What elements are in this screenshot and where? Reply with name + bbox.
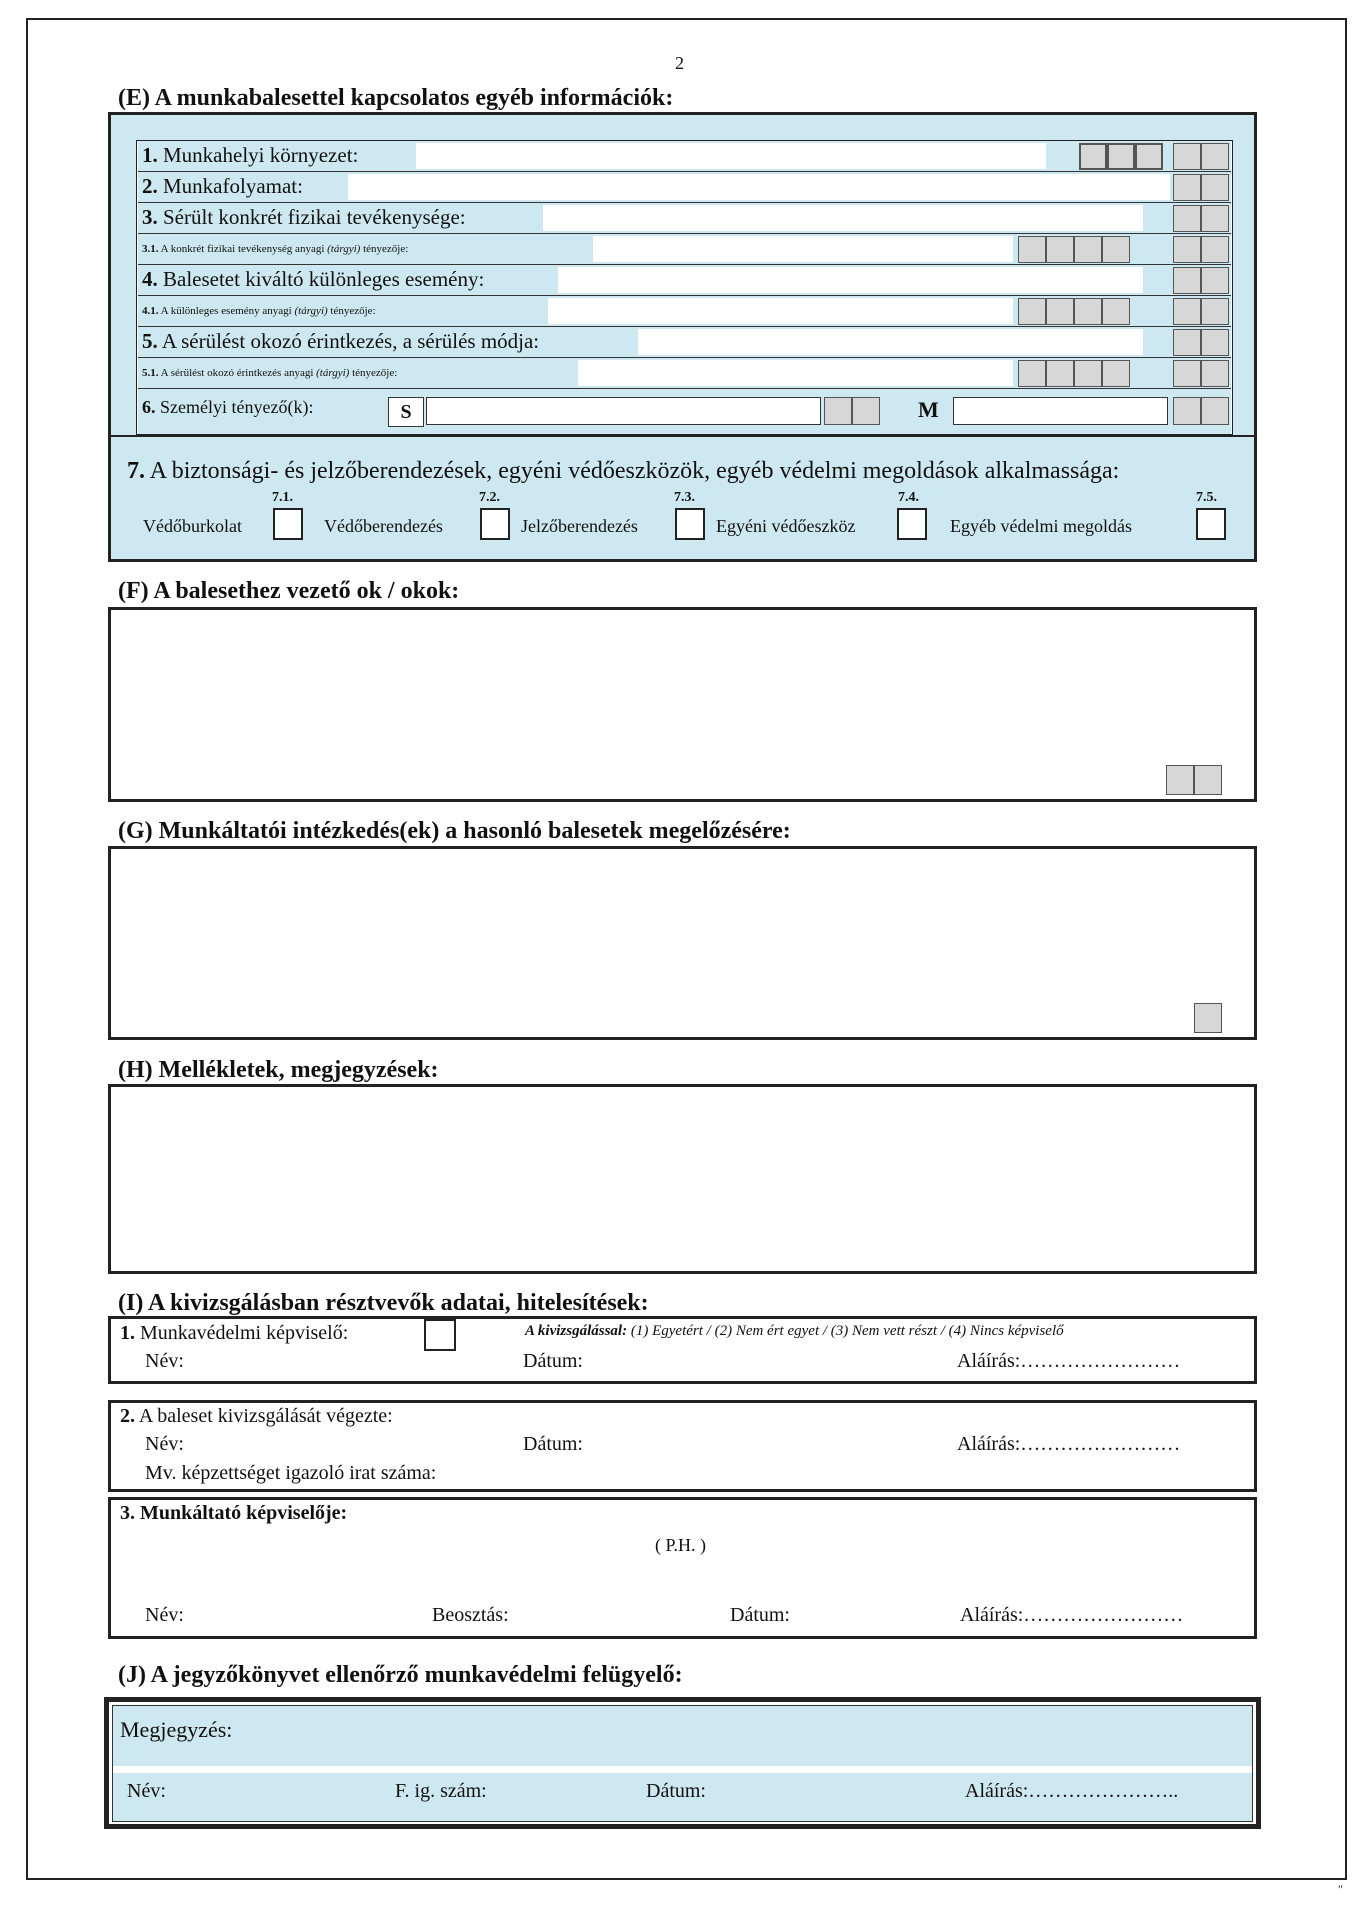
code-cell[interactable] [1201, 143, 1229, 170]
work-environment-input[interactable] [416, 143, 1046, 169]
participant-3-position: Beosztás: [432, 1604, 509, 1626]
m-input[interactable] [953, 397, 1168, 425]
code-cell[interactable] [1102, 360, 1130, 387]
section-j-title: (J) A jegyzőkönyvet ellenőrző munkavédelmi felügyelő: [118, 1662, 683, 1688]
code-7-5: 7.5. [1196, 490, 1217, 505]
code-7-2: 7.2. [479, 490, 500, 505]
s-input[interactable] [426, 397, 821, 425]
participant-1-name: Név: [145, 1350, 184, 1372]
row-event-material-factor: 4.1. A különleges esemény anyagi (tárgyi) tényezője: [138, 296, 1231, 327]
personal-protective-equipment-checkbox[interactable] [897, 508, 927, 540]
code-cell[interactable] [824, 397, 852, 425]
code-cell[interactable] [1102, 236, 1130, 263]
code-cell[interactable] [1074, 236, 1102, 263]
row-triggering-event: 4. Balesetet kiváltó különleges esemény: [138, 265, 1231, 296]
label-warning-device: Jelzőberendezés [521, 516, 638, 536]
activity-material-factor-input[interactable] [593, 236, 1013, 262]
row-work-environment: 1. Munkahelyi környezet: [138, 141, 1231, 172]
code-7-1: 7.1. [272, 490, 293, 505]
inspector-name: Név: [127, 1780, 166, 1802]
warning-device-checkbox[interactable] [675, 508, 705, 540]
triggering-event-input[interactable] [558, 267, 1143, 293]
row-personal-factor: 6. Személyi tényező(k): S M [138, 389, 1231, 434]
row-physical-activity: 3. Sérült konkrét fizikai tevékenysége: [138, 203, 1231, 234]
participant-1-label: 1. Munkavédelmi képviselő: [120, 1322, 349, 1344]
inspector-note-label: Megjegyzés: [120, 1717, 233, 1742]
code-cell[interactable] [1173, 397, 1201, 425]
participant-2-name: Név: [145, 1433, 184, 1455]
code-cell[interactable] [1201, 397, 1229, 425]
inspector-signature: Aláírás:………………….. [965, 1780, 1179, 1802]
injury-contact-input[interactable] [638, 329, 1143, 355]
code-cell[interactable] [1107, 143, 1135, 170]
code-cell[interactable] [1135, 143, 1163, 170]
event-material-factor-input[interactable] [548, 298, 1013, 324]
q7-label: 7. A biztonsági- és jelzőberendezések, egyéni védőeszközök, egyéb védelmi megoldások alkalmassága: [127, 458, 1120, 484]
section-h-title: (H) Mellékletek, megjegyzések: [118, 1057, 439, 1083]
inspector-id-number: F. ig. szám: [395, 1780, 487, 1802]
code-cell[interactable] [1201, 205, 1229, 232]
participant-1-signature: Aláírás:…………………… [957, 1350, 1181, 1372]
code-cell[interactable] [1173, 174, 1201, 201]
code-cell[interactable] [1018, 236, 1046, 263]
qualification-doc-label: Mv. képzettséget igazoló irat száma: [145, 1462, 437, 1484]
code-cell[interactable] [1046, 360, 1074, 387]
participant-3-date: Dátum: [730, 1604, 790, 1626]
code-cell[interactable] [1173, 205, 1201, 232]
section-f-title: (F) A balesethez vezető ok / okok: [118, 578, 460, 604]
protective-cover-checkbox[interactable] [273, 508, 303, 540]
label-protective-device: Védőberendezés [324, 516, 443, 536]
code-cell[interactable] [1173, 236, 1201, 263]
participant-1-date: Dátum: [523, 1350, 583, 1372]
label-other-protection: Egyéb védelmi megoldás [950, 516, 1132, 536]
corner-mark: ″ [1338, 1882, 1343, 1896]
row-activity-material-factor: 3.1. A konkrét fizikai tevékenység anyagi (tárgyi) tényezője: [138, 234, 1231, 265]
code-cell[interactable] [1173, 267, 1201, 294]
code-cell[interactable] [1201, 298, 1229, 325]
code-cell[interactable] [1194, 1003, 1222, 1033]
participant-3-signature: Aláírás:…………………… [960, 1604, 1184, 1626]
section-e-divider [110, 435, 1255, 437]
code-cell[interactable] [1201, 236, 1229, 263]
code-cell[interactable] [1201, 267, 1229, 294]
code-cell[interactable] [1201, 329, 1229, 356]
section-i-title: (I) A kivizsgálásban résztvevők adatai, hitelesítések: [118, 1290, 649, 1316]
safety-rep-checkbox[interactable] [424, 1319, 456, 1351]
code-cell[interactable] [1173, 298, 1201, 325]
code-cell[interactable] [1074, 298, 1102, 325]
m-code-label: M [918, 397, 939, 422]
code-cell[interactable] [1194, 765, 1222, 795]
code-7-3: 7.3. [674, 490, 695, 505]
code-cell[interactable] [852, 397, 880, 425]
code-cell[interactable] [1079, 143, 1107, 170]
code-cell[interactable] [1074, 360, 1102, 387]
participant-2-signature: Aláírás:…………………… [957, 1433, 1181, 1455]
code-7-4: 7.4. [898, 490, 919, 505]
participant-2-date: Dátum: [523, 1433, 583, 1455]
code-cell[interactable] [1018, 360, 1046, 387]
attachments-textarea[interactable] [108, 1084, 1257, 1274]
work-process-input[interactable] [348, 174, 1170, 200]
code-cell[interactable] [1201, 174, 1229, 201]
investigation-agreement-note: A kivizsgálással: (1) Egyetért / (2) Nem ért egyet / (3) Nem vett részt / (4) Nincs képviselő [525, 1323, 1064, 1339]
code-cell[interactable] [1166, 765, 1194, 795]
protective-device-checkbox[interactable] [480, 508, 510, 540]
stamp-placeholder: ( P.H. ) [655, 1535, 707, 1555]
inspector-date: Dátum: [646, 1780, 706, 1802]
employer-measures-textarea[interactable] [108, 846, 1257, 1040]
row-contact-material-factor: 5.1. A sérülést okozó érintkezés anyagi (tárgyi) tényezője: [138, 358, 1231, 389]
row-work-process: 2. Munkafolyamat: [138, 172, 1231, 203]
code-cell[interactable] [1102, 298, 1130, 325]
code-cell[interactable] [1046, 236, 1074, 263]
code-cell[interactable] [1018, 298, 1046, 325]
s-code-label: S [388, 397, 424, 427]
participant-3-label: 3. Munkáltató képviselője: [120, 1502, 348, 1524]
label-protective-cover: Védőburkolat [143, 516, 242, 536]
other-protection-checkbox[interactable] [1196, 508, 1226, 540]
code-cell[interactable] [1173, 360, 1201, 387]
code-cell[interactable] [1173, 143, 1201, 170]
section-e-title: (E) A munkabalesettel kapcsolatos egyéb információk: [118, 85, 674, 111]
participant-2-label: 2. A baleset kivizsgálását végezte: [120, 1405, 393, 1427]
section-g-title: (G) Munkáltatói intézkedés(ek) a hasonló balesetek megelőzésére: [118, 818, 791, 844]
code-cell[interactable] [1173, 329, 1201, 356]
code-cell[interactable] [1046, 298, 1074, 325]
page-number: 2 [675, 53, 684, 73]
inspector-inner [112, 1705, 1253, 1822]
physical-activity-input[interactable] [543, 205, 1143, 231]
causes-textarea[interactable] [108, 607, 1257, 802]
label-personal-protective-equipment: Egyéni védőeszköz [716, 516, 856, 536]
inspector-divider [113, 1766, 1252, 1773]
code-cell[interactable] [1201, 360, 1229, 387]
contact-material-factor-input[interactable] [578, 360, 1013, 386]
row-injury-contact: 5. A sérülést okozó érintkezés, a sérülés módja: [138, 327, 1231, 358]
participant-3-name: Név: [145, 1604, 184, 1626]
